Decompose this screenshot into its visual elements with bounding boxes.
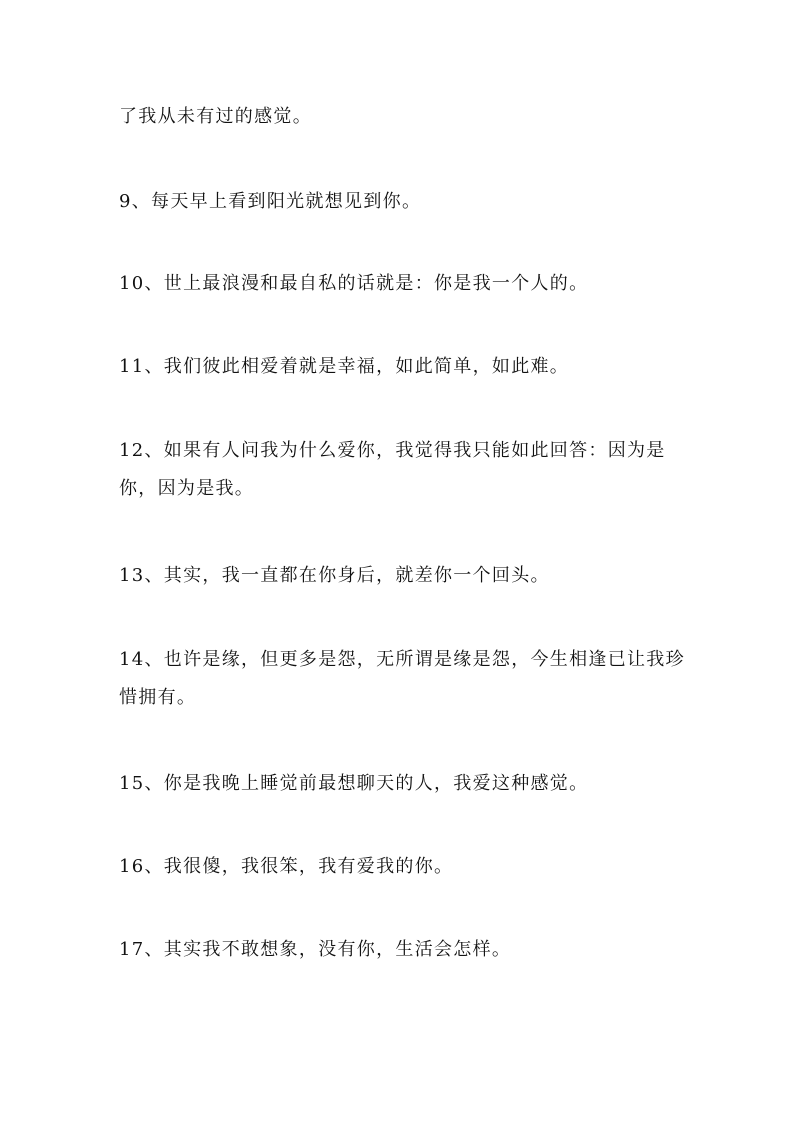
paragraph-item-11: 11、我们彼此相爱着就是幸福，如此简单，如此难。 [119,356,570,377]
paragraph-item-13: 13、其实，我一直都在你身后，就差你一个回头。 [119,565,550,586]
paragraph-item-15: 15、你是我晚上睡觉前最想聊天的人，我爱这种感觉。 [119,773,589,794]
paragraph-item-16: 16、我很傻，我很笨，我有爱我的你。 [119,856,454,877]
paragraph-continuation: 了我从未有过的感觉。 [119,106,312,127]
paragraph-item-10: 10、世上最浪漫和最自私的话就是：你是我一个人的。 [119,273,589,294]
paragraph-item-17: 17、其实我不敢想象，没有你，生活会怎样。 [119,939,512,960]
paragraph-item-12: 12、如果有人问我为什么爱你，我觉得我只能如此回答：因为是你，因为是我。 [119,440,666,499]
paragraph-item-9: 9、每天早上看到阳光就想见到你。 [119,191,422,212]
paragraph-item-14: 14、也许是缘，但更多是怨，无所谓是缘是怨，今生相逢已让我珍惜拥有。 [119,649,685,708]
